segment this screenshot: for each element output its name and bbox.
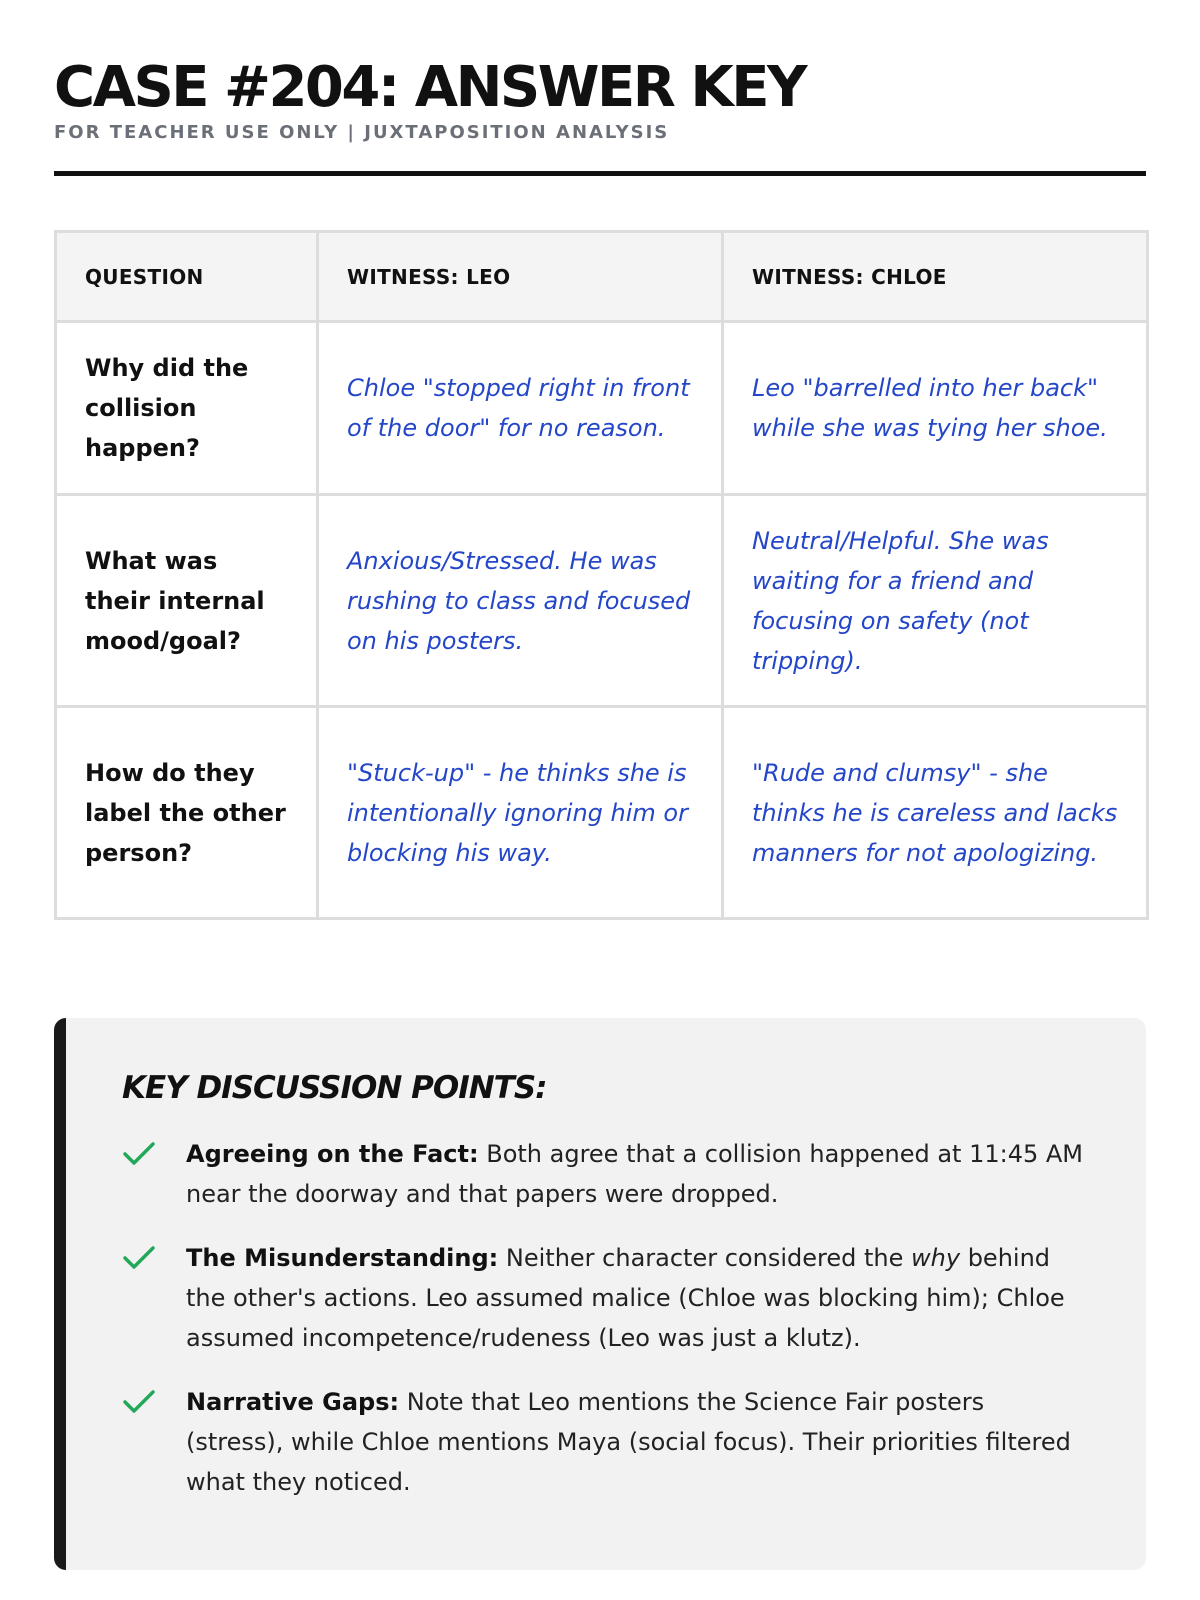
point-body: Both agree that a collision happened at 11:45 AM near the doorway and that papers were dropped. bbox=[186, 1140, 1084, 1208]
discussion-panel bbox=[54, 1018, 1146, 1570]
discussion-point-text bbox=[186, 1382, 1086, 1502]
page-title: CASE #204: ANSWER KEY bbox=[54, 55, 806, 120]
table-row bbox=[56, 707, 1148, 919]
discussion-point bbox=[122, 1382, 1086, 1502]
discussion-point-text bbox=[186, 1134, 1086, 1214]
page-header bbox=[54, 0, 1146, 176]
check-icon bbox=[122, 1238, 186, 1278]
point-label: Agreeing on the Fact: bbox=[186, 1140, 479, 1168]
leo-answer-cell: "Stuck-up" - he thinks she is intentionally ignoring him or blocking his way. bbox=[318, 707, 723, 919]
table-row bbox=[56, 495, 1148, 707]
point-label: Narrative Gaps: bbox=[186, 1388, 400, 1416]
question-cell: How do they label the other person? bbox=[56, 707, 318, 919]
check-icon bbox=[122, 1382, 186, 1422]
leo-answer-cell: Anxious/Stressed. He was rushing to class and focused on his posters. bbox=[318, 495, 723, 707]
point-label: The Misunderstanding: bbox=[186, 1244, 499, 1272]
column-header-leo: WITNESS: LEO bbox=[318, 232, 723, 322]
discussion-point bbox=[122, 1134, 1086, 1214]
point-body-after: behind the other's actions. Leo assumed malice (Chloe was blocking him); Chloe assumed incompetence/rudeness (Leo was just a klutz). bbox=[186, 1244, 1065, 1352]
leo-answer-cell: Chloe "stopped right in front of the door" for no reason. bbox=[318, 322, 723, 495]
page-subtitle: FOR TEACHER USE ONLY | JUXTAPOSITION ANALYSIS bbox=[54, 122, 670, 143]
table-row bbox=[56, 322, 1148, 495]
header-divider bbox=[54, 171, 1146, 176]
chloe-answer-cell: "Rude and clumsy" - she thinks he is careless and lacks manners for not apologizing. bbox=[723, 707, 1148, 919]
point-body-before: Neither character considered the bbox=[505, 1244, 904, 1272]
point-emphasis: why bbox=[911, 1244, 961, 1272]
question-cell: Why did the collision happen? bbox=[56, 322, 318, 495]
answer-table bbox=[54, 230, 1149, 920]
check-icon bbox=[122, 1134, 186, 1174]
column-header-question: QUESTION bbox=[56, 232, 318, 322]
table-header-row bbox=[56, 232, 1148, 322]
point-body: Note that Leo mentions the Science Fair posters (stress), while Chloe mentions Maya (social focus). Their priorities filtered what they noticed. bbox=[186, 1388, 1071, 1496]
discussion-point bbox=[122, 1238, 1086, 1358]
question-cell: What was their internal mood/goal? bbox=[56, 495, 318, 707]
chloe-answer-cell: Neutral/Helpful. She was waiting for a friend and focusing on safety (not tripping). bbox=[723, 495, 1148, 707]
discussion-point-text bbox=[186, 1238, 1086, 1358]
chloe-answer-cell: Leo "barrelled into her back" while she was tying her shoe. bbox=[723, 322, 1148, 495]
column-header-chloe: WITNESS: CHLOE bbox=[723, 232, 1148, 322]
discussion-heading: KEY DISCUSSION POINTS: bbox=[122, 1070, 547, 1106]
